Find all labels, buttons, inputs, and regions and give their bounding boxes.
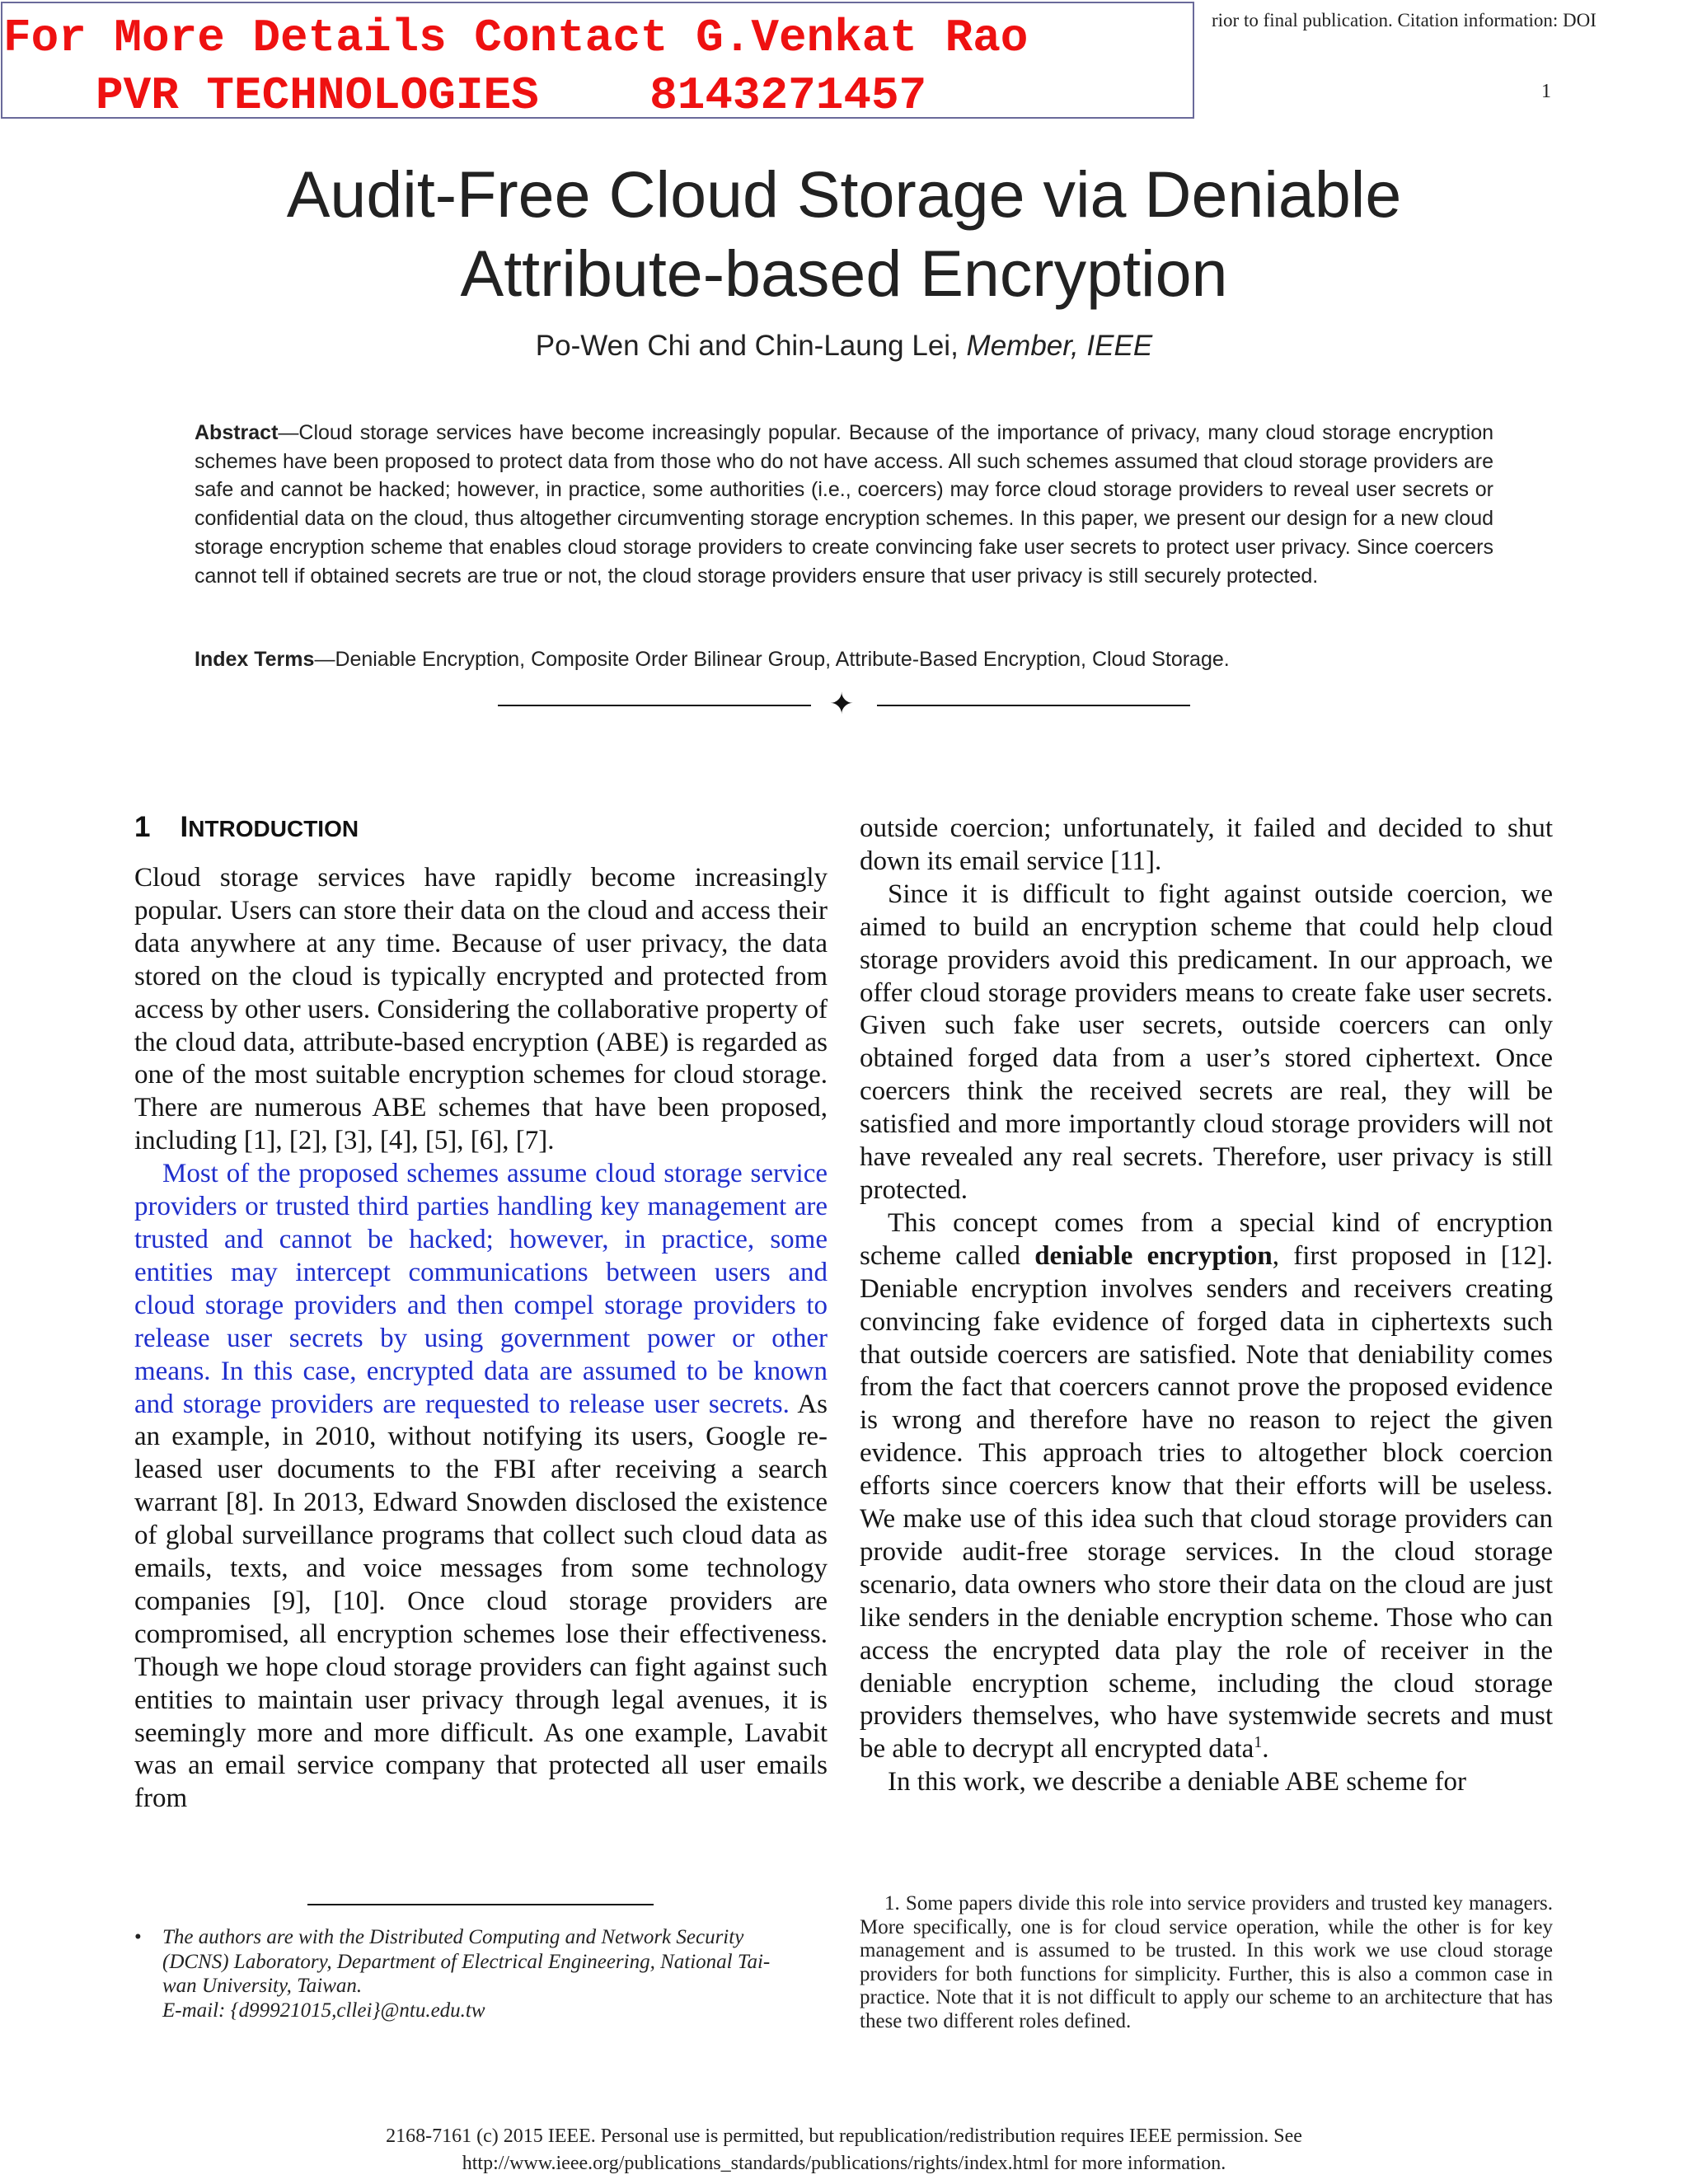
affiliation-line-1: The authors are with the Distributed Computing and Network Security	[162, 1926, 744, 1948]
affiliation-line-3: wan University, Taiwan.	[162, 1975, 363, 1997]
abstract-label: Abstract	[195, 421, 279, 444]
left-column	[134, 862, 828, 1816]
abstract-text: —Cloud storage services have become increasingly popular. Because of the importance of privacy, many cloud storage encryption schemes have been proposed to protect data from those who do not have access. All such schemes assumed that cloud storage providers are safe and cannot be hacked; however, in practice, some authorities (i.e., coercers) may force cloud storage providers to reveal user secrets or confidential data on the cloud, thus altogether circumventing storage encryption schemes. In this paper, we present our design for a new cloud storage encryption scheme that enables cloud storage providers to create convincing fake user secrets to protect user privacy. Since coercers cannot tell if obtained secrets are true or not, the cloud storage providers ensure that user privacy is still securely protected.	[195, 421, 1493, 588]
copyright-footer	[0, 2123, 1688, 2177]
right-paragraph-3-body: , first proposed in [12]. Deniable encryption involves senders and receivers creating convincing fake evidence of forged data in ciphertexts such that outside coercers are satisfied. Note that deniability comes from the fact that coercers cannot prove the proposed evidence is wrong and therefore have no reason to reject the given evidence. This approach tries to altogether block coercion efforts since coercers know that their efforts will be useless. We make use of this idea such that cloud storage providers can provide audit-free storage services. In the cloud storage scenario, data owners who store their data on the cloud are just like senders in the deniable encryption scheme. Those who can access the encrypted data play the role of receiver in the deniable encryption scheme, including the cloud storage providers themselves, who have systemwide secrets and must be able to decrypt all encrypted data	[860, 1240, 1553, 1765]
separator-rule-right	[877, 705, 1190, 706]
bullet-icon: •	[134, 1926, 142, 1948]
index-terms-text: —Deniable Encryption, Composite Order Bilinear Group, Attribute-Based Encryption, Cloud Storage.	[314, 648, 1230, 671]
publication-note: rior to final publication. Citation information: DOI	[1212, 10, 1597, 30]
author-affiliation	[134, 1925, 828, 2022]
index-terms	[195, 648, 1493, 672]
copyright-url[interactable]: http://www.ieee.org/publications_standards/publications/rights/index.html for more information.	[462, 2153, 1226, 2174]
affiliation-line-2: (DCNS) Laboratory, Department of Electrical Engineering, National Tai-	[162, 1950, 771, 1973]
author-membership: Member, IEEE	[966, 330, 1153, 362]
section-heading	[134, 811, 359, 844]
paper-authors	[0, 330, 1688, 363]
contact-banner-line1: For More Details Contact G.Venkat Rao	[3, 12, 1029, 64]
paper-title	[0, 155, 1688, 313]
intro-paragraph-1: Cloud storage services have rapidly become increasingly popular. Users can store their data on the cloud and access their data anywhere at any time. Because of user privacy, the data stored on the cloud is typically encrypted and protected from access by other users. Considering the collaborative property of the cloud data, attribute-based encryption (ABE) is regarded as one of the most suitable encryption schemes for cloud storage. There are numerous ABE schemes that have been proposed, including [1], [2], [3], [4], [5], [6], [7].	[134, 863, 828, 1156]
deniable-encryption-term: deniable encryption	[1034, 1240, 1273, 1271]
contact-banner-line2: PVR TECHNOLOGIES 8143271457	[96, 69, 927, 122]
right-paragraph-3-end: .	[1262, 1734, 1269, 1765]
right-paragraph-2: Since it is difficult to fight against outside coercion, we aimed to build an encryption scheme that could help cloud storage providers avoid this predicament. In our approach, we offer cloud storage providers means to create fake user secrets. Given such fake user secrets, outside coercers can only obtained forged data from a user’s stored ciphertext. Once coercers think the received secrets are real, they will be satisfied and more importantly cloud storage providers will not have revealed any real secrets. Therefore, user privacy is still protected.	[860, 879, 1553, 1205]
diamond-icon: ✦	[829, 687, 855, 720]
separator-rule-left	[498, 705, 811, 706]
highlighted-text: Most of the proposed schemes assume cloud storage service providers or trusted third parties handling key management are trusted and cannot be hacked; however, in practice, some entities may intercept communications between users and cloud storage providers and then compel storage providers to release user secrets by using government power or other means. In this case, encrypted data are assumed to be known and storage providers are requested to release user secrets.	[134, 1159, 828, 1419]
section-title-rest: NTRODUCTION	[188, 816, 359, 841]
affiliation-email: E-mail: {d99921015,cllei}@ntu.edu.tw	[162, 1999, 485, 2022]
right-paragraph-3	[860, 1207, 1553, 1766]
right-paragraph-3-start: This concept comes from a special kind of encryption scheme called	[860, 1207, 1553, 1271]
footnote-1: 1. Some papers divide this role into service providers and trusted key managers. More specifically, one is for cloud service operation, while the other is for key management and is assumed to be trusted. In this work we use cloud storage providers for both functions for simplicity. Further, this is also a common case in practice. Note that it is not difficult to apply our scheme to an architecture that has these two different roles defined.	[860, 1892, 1553, 2032]
right-paragraph-4: In this work, we describe a deniable ABE scheme for	[888, 1767, 1466, 1797]
paper-title-line2: Attribute-based Encryption	[460, 237, 1228, 310]
footnote-marker[interactable]: 1	[1254, 1733, 1263, 1752]
author-names: Po-Wen Chi and Chin-Laung Lei,	[535, 330, 959, 362]
footnote-rule	[307, 1904, 654, 1905]
section-number: 1	[134, 811, 151, 843]
section-title-initial: I	[180, 811, 189, 843]
intro-paragraph-2	[134, 1158, 828, 1816]
index-terms-label: Index Terms	[195, 648, 315, 671]
paper-title-line1: Audit-Free Cloud Storage via Deniable	[286, 157, 1402, 231]
abstract	[195, 419, 1493, 590]
right-column	[860, 813, 1553, 1799]
page-number: 1	[1541, 81, 1551, 102]
right-paragraph-1: outside coercion; unfortunately, it failed and decided to shut down its email service [11].	[860, 813, 1553, 876]
intro-paragraph-2-text: As an example, in 2010, without notifying its users, Google released user documents to the FBI after receiving a search warrant [8]. In 2013, Edward Snowden disclosed the existence of global surveillance programs that collect such cloud data as emails, texts, and voice messages from some technology companies [9], [10]. Once cloud storage providers are compromised, all encryption schemes lose their effectiveness. Though we hope cloud storage providers can fight against such entities to maintain user privacy through legal avenues, it is seemingly more and more difficult. As one example, Lavabit was an email service company that protected all user emails from	[134, 1389, 828, 1814]
copyright-line: 2168-7161 (c) 2015 IEEE. Personal use is permitted, but republication/redistribution requires IEEE permission. See	[386, 2125, 1302, 2147]
